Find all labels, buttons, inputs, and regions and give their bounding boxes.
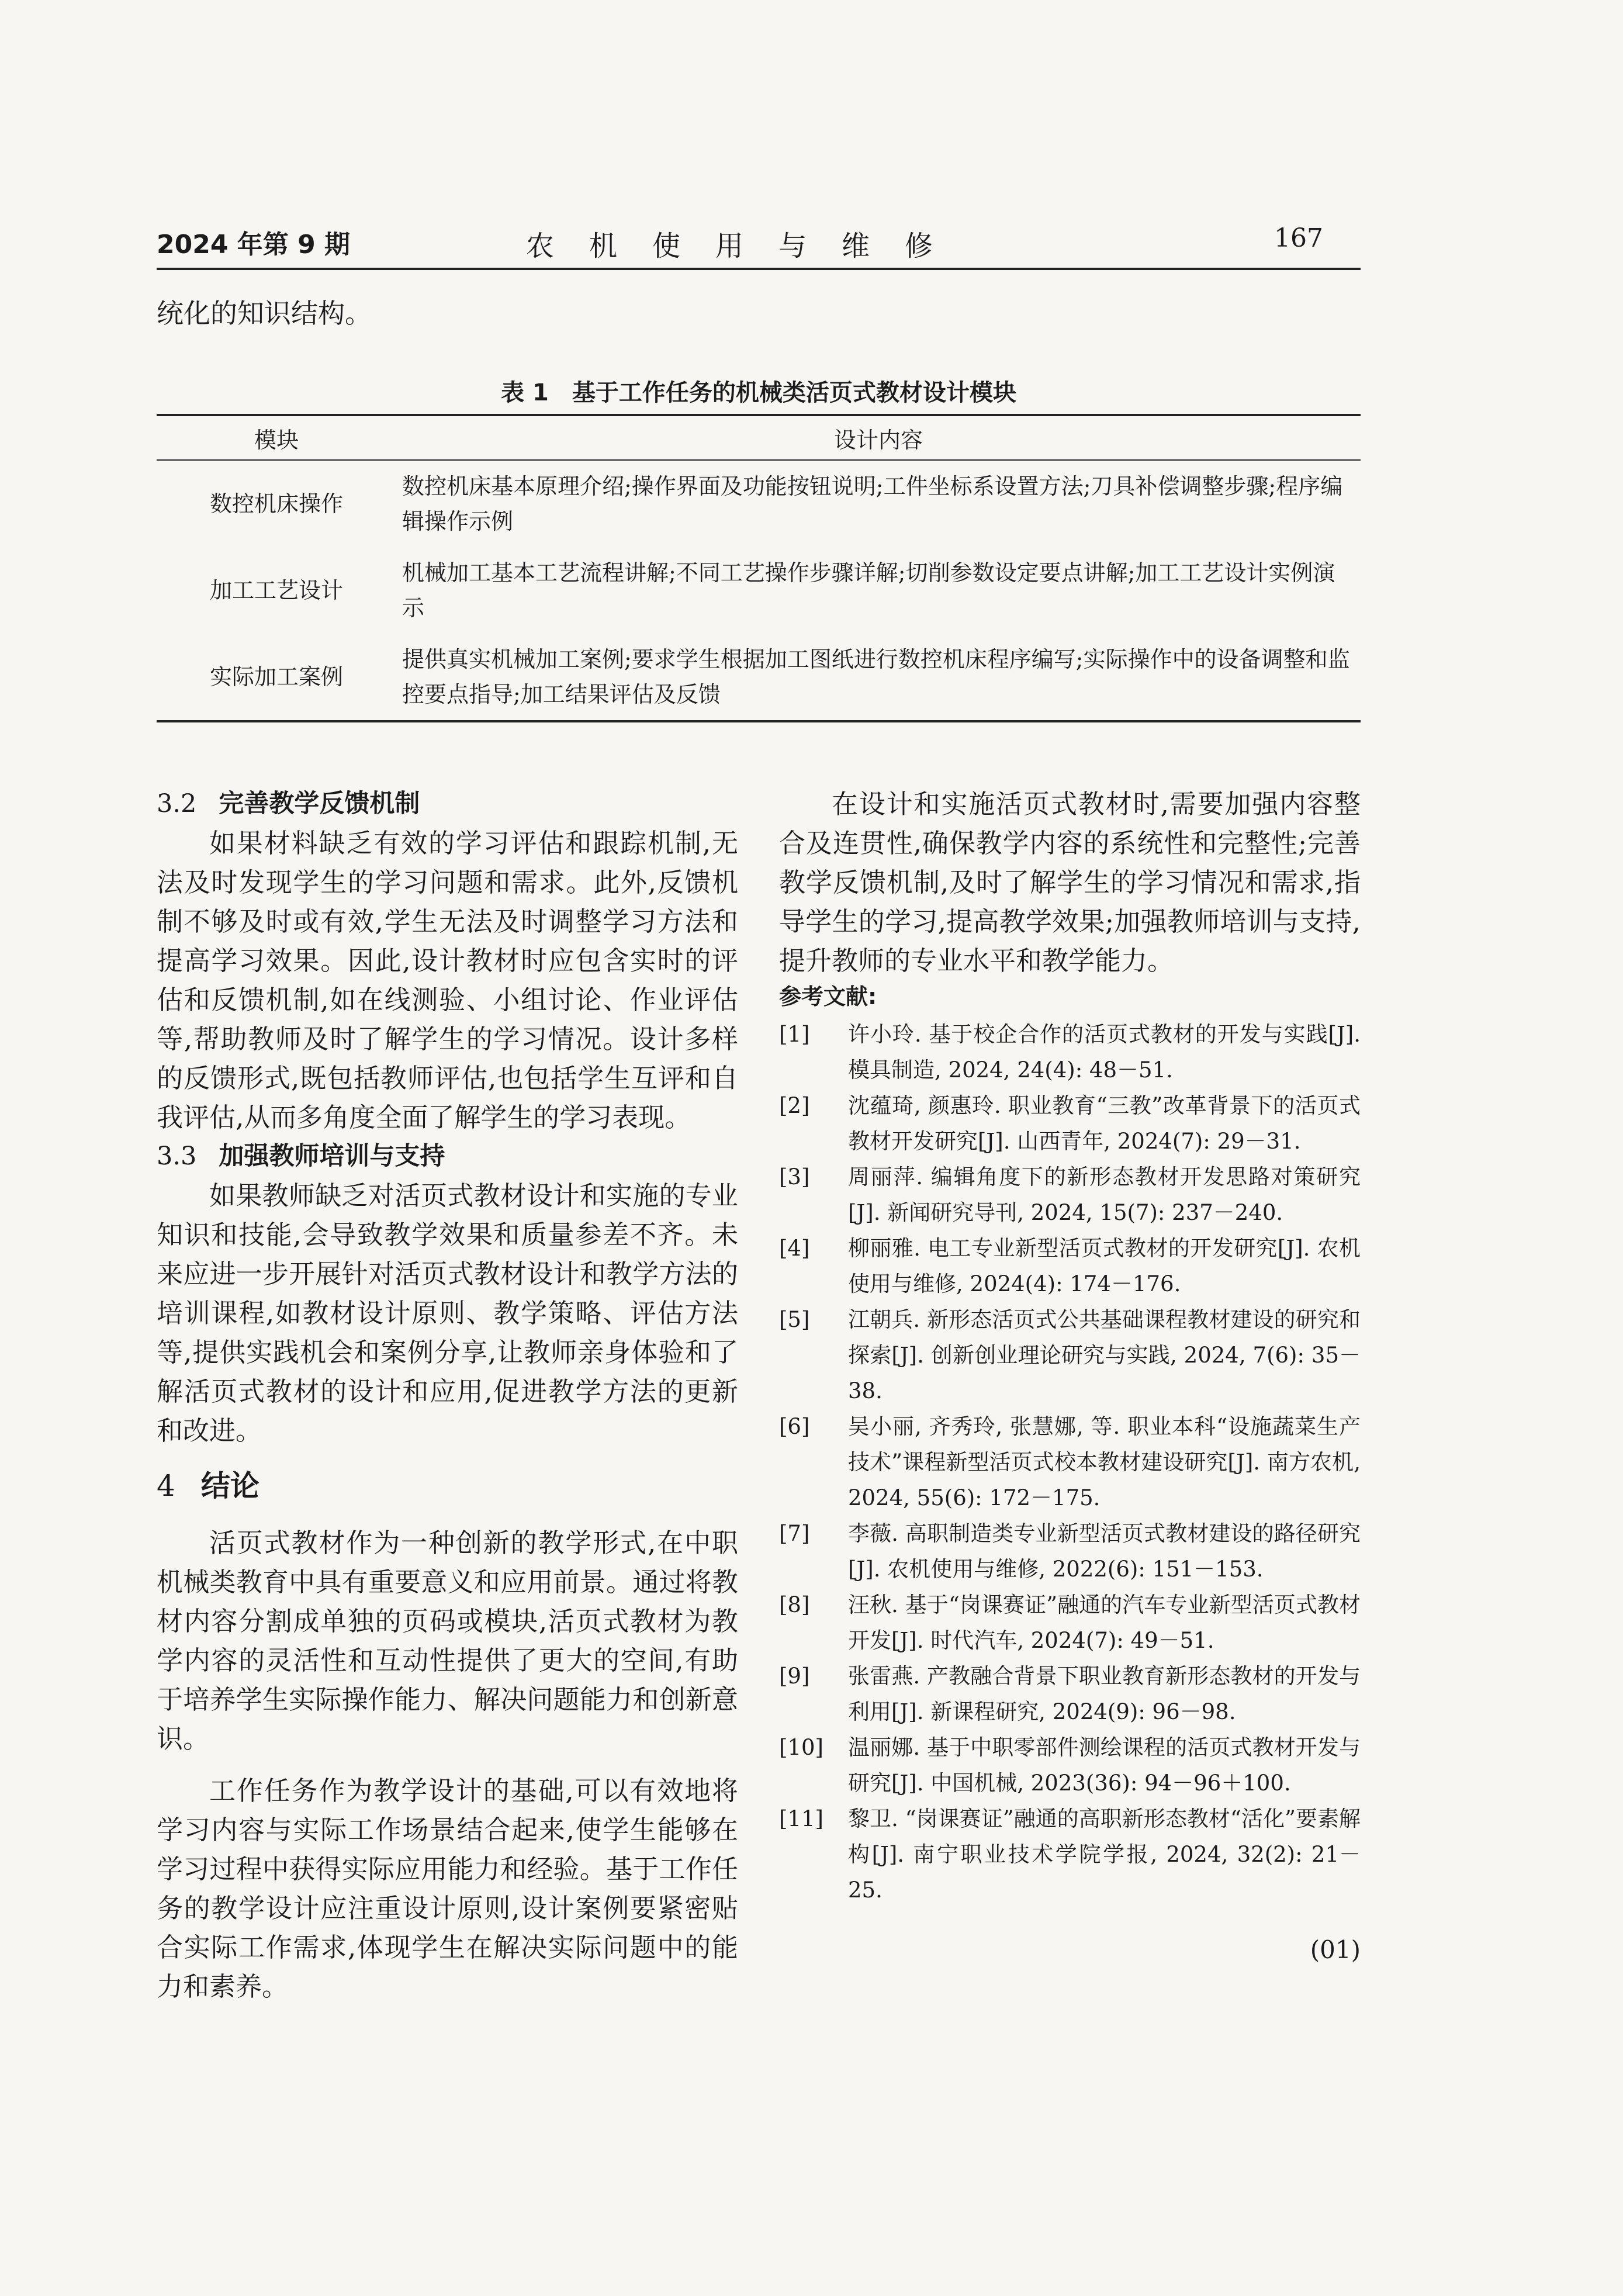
references-title: 参考文献: — [779, 984, 877, 1009]
reference-item — [779, 1230, 1361, 1302]
row-module: 实际加工案例 — [157, 634, 396, 721]
section-3-2-heading — [157, 784, 738, 824]
reference-item — [779, 1801, 1361, 1908]
ref-number: [6] — [779, 1414, 810, 1439]
reference-item — [779, 1587, 1361, 1658]
ref-text: 许小玲. 基于校企合作的活页式教材的开发与实践[J]. 模具制造, 2024, 24(4): 48－51. — [848, 1022, 1361, 1083]
row-content: 提供真实机械加工案例;要求学生根据加工图纸进行数控机床程序编写;实际操作中的设备调整和监控要点指导;加工结果评估及反馈 — [396, 634, 1361, 721]
conclusion-paragraph-1: 活页式教材作为一种创新的教学形式,在中职机械类教育中具有重要意义和应用前景。通过将教材内容分割成单独的页码或模块,活页式教材为教学内容的灵活性和互动性提供了更大的空间,有助于培养学生实际操作能力、解决问题能力和创新意识。 — [157, 1527, 738, 1754]
table-caption: 表 1 基于工作任务的机械类活页式教材设计模块 — [501, 379, 1016, 406]
ref-text: 周丽萍. 编辑角度下的新形态教材开发思路对策研究[J]. 新闻研究导刊, 2024, 15(7): 237－240. — [848, 1164, 1361, 1225]
reference-item — [779, 1088, 1361, 1159]
left-column — [157, 784, 738, 2006]
right-column — [779, 784, 1361, 1969]
ref-number: [10] — [779, 1735, 823, 1760]
ref-text: 吴小丽, 齐秀玲, 张慧娜, 等. 职业本科“设施蔬菜生产技术”课程新型活页式校本教材建设研究[J]. 南方农机, 2024, 55(6): 172－175. — [848, 1414, 1361, 1510]
table-row — [157, 460, 1361, 547]
table-header-row — [157, 415, 1361, 460]
section-4-heading — [157, 1467, 738, 1506]
design-module-table — [157, 414, 1361, 722]
ref-number: [9] — [779, 1664, 810, 1689]
ref-number: [3] — [779, 1164, 810, 1190]
conclusion-paragraph-3: 在设计和实施活页式教材时,需要加强内容整合及连贯性,确保教学内容的系统性和完整性;完善教学反馈机制,及时了解学生的学习情况和需求,指导学生的学习,提高教学效果;加强教师培训与支持,提升教师的专业水平和教学能力。 — [779, 789, 1361, 976]
section-number: 3.2 — [157, 789, 197, 818]
header-rule — [157, 268, 1361, 270]
ref-number: [2] — [779, 1093, 810, 1118]
ref-number: [11] — [779, 1806, 823, 1831]
reference-item — [779, 1159, 1361, 1230]
reference-item — [779, 1302, 1361, 1409]
ref-text: 江朝兵. 新形态活页式公共基础课程教材建设的研究和探索[J]. 创新创业理论研究与实践, 2024, 7(6): 35－38. — [848, 1307, 1361, 1403]
section-title: 完善教学反馈机制 — [219, 789, 420, 818]
table-row — [157, 634, 1361, 721]
journal-title: 农机使用与维修 — [526, 230, 968, 262]
header-content: 设计内容 — [396, 415, 1361, 460]
section-3-3-paragraph: 如果教师缺乏对活页式教材设计和实施的专业知识和技能,会导致教学效果和质量参差不齐。未来应进一步开展针对活页式教材设计和教学方法的培训课程,如教材设计原则、教学策略、评估方法等,提供实践机会和案例分享,让教师亲身体验和了解活页式教材的设计和应用,促进教学方法的更新和改进。 — [157, 1180, 738, 1446]
ref-text: 柳丽雅. 电工专业新型活页式教材的开发研究[J]. 农机使用与维修, 2024(4): 174－176. — [848, 1236, 1361, 1296]
section-3-2-paragraph: 如果材料缺乏有效的学习评估和跟踪机制,无法及时发现学生的学习问题和需求。此外,反馈机制不够及时或有效,学生无法及时调整学习方法和提高学习效果。因此,设计教材时应包含实时的评估和反馈机制,如在线测验、小组讨论、作业评估等,帮助教师及时了解学生的学习情况。设计多样的反馈形式,既包括教师评估,也包括学生互评和自我评估,从而多角度全面了解学生的学习表现。 — [157, 828, 738, 1133]
page-number: 167 — [1274, 223, 1323, 253]
ref-text: 汪秋. 基于“岗课赛证”融通的汽车专业新型活页式教材开发[J]. 时代汽车, 2024(7): 49－51. — [848, 1592, 1361, 1653]
section-3-3-heading — [157, 1137, 738, 1176]
ref-text: 黎卫. “岗课赛证”融通的高职新形态教材“活化”要素解构[J]. 南宁职业技术学院学报, 2024, 32(2): 21－25. — [848, 1806, 1361, 1903]
row-module: 加工工艺设计 — [209, 578, 343, 603]
ref-number: [5] — [779, 1307, 810, 1332]
table-row — [157, 547, 1361, 634]
ref-text: 张雷燕. 产教融合背景下职业教育新形态教材的开发与利用[J]. 新课程研究, 2024(9): 96－98. — [848, 1664, 1361, 1724]
reference-item — [779, 1516, 1361, 1587]
ref-text: 沈蕴琦, 颜惠玲. 职业教育“三教”改革背景下的活页式教材开发研究[J]. 山西青年, 2024(7): 29－31. — [848, 1093, 1361, 1154]
section-number: 3.3 — [157, 1142, 197, 1171]
reference-item — [779, 1016, 1361, 1088]
ref-number: [7] — [779, 1521, 810, 1546]
ref-text: 温丽娜. 基于中职零部件测绘课程的活页式教材开发与研究[J]. 中国机械, 2023(36): 94－96＋100. — [848, 1735, 1361, 1796]
ref-number: [1] — [779, 1022, 810, 1047]
header-module: 模块 — [157, 415, 396, 460]
reference-item — [779, 1409, 1361, 1516]
reference-item — [779, 1658, 1361, 1730]
section-title: 结论 — [200, 1469, 259, 1503]
row-content: 数控机床基本原理介绍;操作界面及功能按钮说明;工件坐标系设置方法;刀具补偿调整步骤;程序编辑操作示例 — [402, 473, 1343, 534]
section-number: 4 — [157, 1469, 175, 1503]
section-title: 加强教师培训与支持 — [219, 1142, 445, 1171]
reference-list — [779, 1016, 1361, 1908]
ref-text: 李薇. 高职制造类专业新型活页式教材建设的路径研究[J]. 农机使用与维修, 2022(6): 151－153. — [848, 1521, 1361, 1582]
article-end-code: (01) — [1310, 1935, 1361, 1964]
intro-text: 统化的知识结构。 — [157, 298, 372, 329]
row-content: 机械加工基本工艺流程讲解;不同工艺操作步骤详解;切削参数设定要点讲解;加工工艺设计实例演示 — [402, 560, 1335, 621]
conclusion-paragraph-2: 工作任务作为教学设计的基础,可以有效地将学习内容与实际工作场景结合起来,使学生能够在学习过程中获得实际应用能力和经验。基于工作任务的教学设计应注重设计原则,设计案例要紧密贴合实际工作需求,体现学生在解决实际问题中的能力和素养。 — [157, 1775, 738, 2002]
ref-number: [4] — [779, 1236, 810, 1261]
reference-item — [779, 1730, 1361, 1801]
row-module: 数控机床操作 — [209, 491, 343, 517]
issue-label: 2024 年第 9 期 — [157, 230, 351, 260]
ref-number: [8] — [779, 1592, 810, 1617]
